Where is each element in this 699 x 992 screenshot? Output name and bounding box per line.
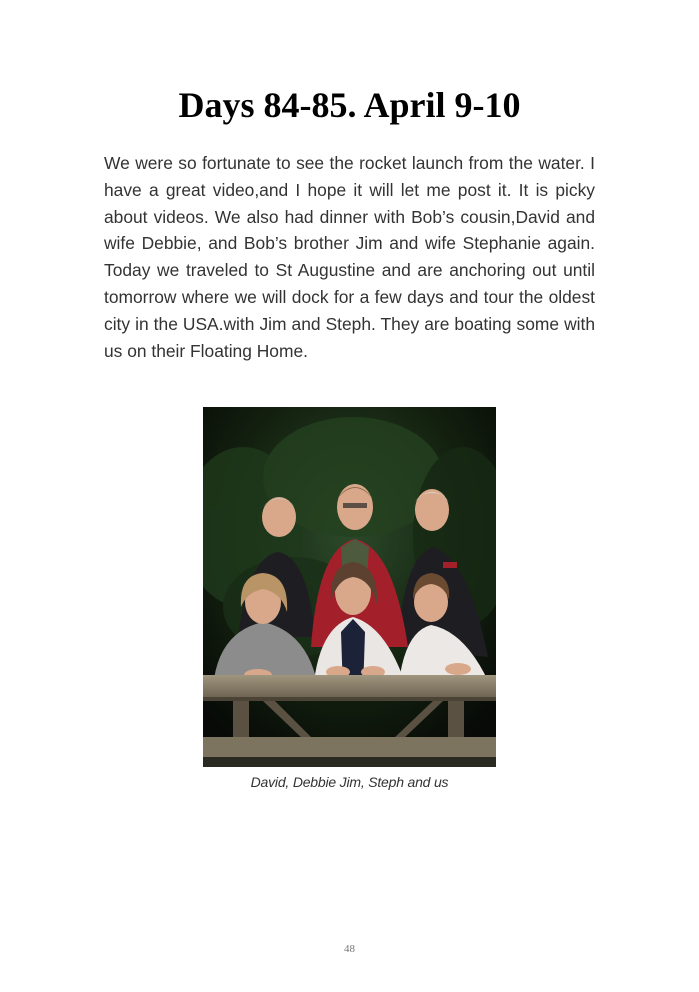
photo-caption: David, Debbie Jim, Steph and us — [250, 774, 449, 790]
page-number: 48 — [344, 943, 355, 955]
group-photo — [203, 407, 496, 767]
body-paragraph: We were so fortunate to see the rocket launch from the water. I have a great video,and I hope it will let me post it. It is picky about videos. We also had dinner with Bob’s cousin,David and wife Debbie, and Bob’s brother Jim and wife Stephanie again. Today we traveled to St Augustine and are anchoring out until tomorrow where we will dock for a few days and tour the oldest city in the USA.with Jim and Steph. They are boating some with us on their Floating Home. — [104, 153, 595, 361]
page-title: Days 84-85. April 9-10 — [178, 85, 521, 125]
